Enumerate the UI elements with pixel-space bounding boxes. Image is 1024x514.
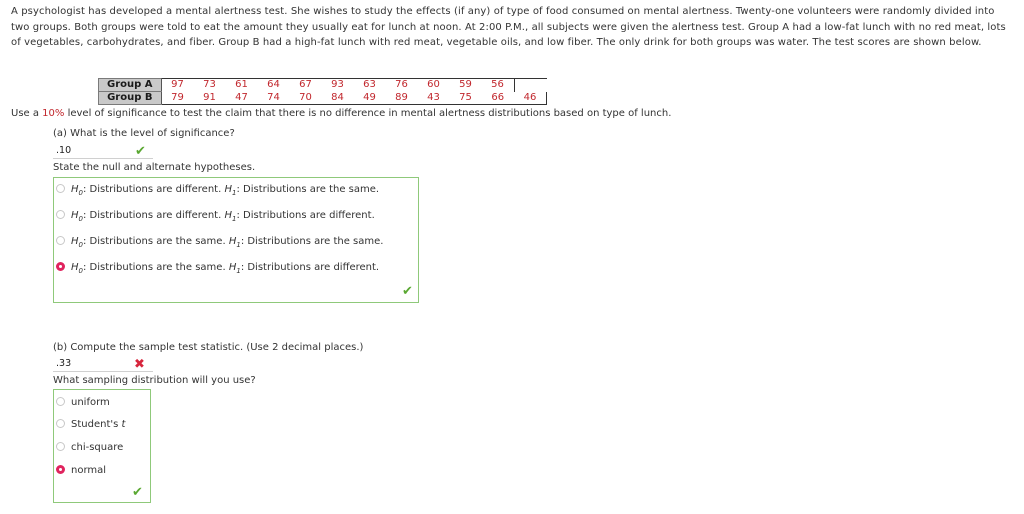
empty-cell	[514, 79, 547, 92]
radio-button[interactable]	[56, 419, 65, 428]
group-a-score: 56	[482, 79, 515, 92]
group-a-row	[99, 79, 547, 92]
hypothesis-option-2[interactable]	[56, 209, 375, 223]
radio-button[interactable]	[56, 236, 65, 245]
h1-symbol: H	[224, 210, 232, 221]
instruction-after: level of significance to test the claim that there is no difference in mental alertness distributions based on type of lunch.	[64, 108, 672, 119]
group-b-score: 46	[514, 92, 547, 105]
check-icon: ✔	[135, 144, 146, 159]
group-a-label: Group A	[99, 79, 162, 92]
radio-button[interactable]	[56, 397, 65, 406]
option-label: uniform	[71, 397, 110, 408]
group-a-score: 59	[450, 79, 482, 92]
group-a-score: 93	[322, 79, 354, 92]
h1-symbol: H	[228, 262, 237, 273]
group-b-score: 49	[354, 92, 386, 105]
group-b-score: 74	[258, 92, 290, 105]
h1-symbol: H	[224, 184, 232, 195]
h0-subscript: 0	[78, 241, 83, 249]
hypotheses-prompt: State the null and alternate hypotheses.	[53, 162, 256, 173]
group-b-score: 84	[322, 92, 354, 105]
distribution-options-box	[53, 389, 151, 503]
group-a-score: 73	[194, 79, 226, 92]
group-b-score: 70	[290, 92, 322, 105]
h0-text: : Distributions are the same.	[83, 262, 229, 273]
h0-subscript: 0	[78, 267, 83, 275]
option-label-italic: t	[121, 419, 126, 430]
option-label: chi-square	[71, 442, 124, 453]
instruction-before: Use a	[11, 108, 43, 119]
group-a-score: 61	[226, 79, 258, 92]
group-b-score: 43	[418, 92, 450, 105]
h1-subscript: 1	[232, 189, 237, 197]
group-a-score: 60	[418, 79, 450, 92]
h1-subscript: 1	[236, 267, 241, 275]
check-icon: ✔	[132, 485, 143, 500]
h0-text: : Distributions are the same.	[83, 236, 229, 247]
group-b-row	[99, 92, 547, 105]
h0-subscript: 0	[78, 215, 83, 223]
significance-answer-value: .10	[56, 145, 72, 156]
group-a-score: 76	[386, 79, 418, 92]
h0-symbol: H	[71, 184, 79, 195]
h1-text: : Distributions are different.	[240, 262, 380, 273]
hypotheses-options-box	[53, 177, 419, 303]
group-b-label: Group B	[99, 92, 162, 105]
radio-button-selected[interactable]	[56, 262, 65, 271]
x-icon: ✖	[134, 357, 145, 372]
distribution-option-students-t[interactable]	[56, 418, 125, 432]
hypothesis-option-1[interactable]	[56, 183, 379, 197]
h0-subscript: 0	[78, 189, 83, 197]
h0-text: : Distributions are different.	[83, 184, 225, 195]
significance-percent: 10%	[42, 108, 65, 119]
group-a-score: 97	[161, 79, 194, 92]
radio-button[interactable]	[56, 184, 65, 193]
distribution-option-uniform[interactable]	[56, 396, 110, 410]
part-b-question: (b) Compute the sample test statistic. (Use 2 decimal places.)	[53, 342, 364, 353]
option-label: Student's	[71, 419, 122, 430]
part-a-question: (a) What is the level of significance?	[53, 128, 235, 139]
option-label: normal	[71, 465, 107, 476]
scores-table	[98, 78, 547, 105]
check-icon: ✔	[402, 284, 413, 299]
group-a-score: 63	[354, 79, 386, 92]
problem-intro: A psychologist has developed a mental alertness test. She wishes to study the effects (if any) of type of food consumed on mental alertness. Twenty-one volunteers were randomly divided into two groups. Both groups were told to eat the amount they usually eat for lunch at noon. At 2:00 P.M., all subjects were given the alertness test. Group A had a low-fat lunch with no red meat, lots of vegetables, carbohydrates, and fiber. Group B had a high-fat lunch with red meat, vegetable oils, and low fiber. The only drink for both groups was water. The test scores are shown below.	[11, 6, 1006, 48]
test-statistic-answer-value: .33	[56, 358, 72, 369]
group-b-score: 79	[161, 92, 194, 105]
group-b-score: 91	[194, 92, 226, 105]
radio-button[interactable]	[56, 210, 65, 219]
h1-subscript: 1	[232, 215, 237, 223]
h0-symbol: H	[71, 262, 79, 273]
group-a-score: 64	[258, 79, 290, 92]
h1-symbol: H	[228, 236, 237, 247]
h0-text: : Distributions are different.	[83, 210, 225, 221]
h1-text: : Distributions are the same.	[236, 184, 380, 195]
h1-text: : Distributions are the same.	[240, 236, 384, 247]
h1-text: : Distributions are different.	[236, 210, 375, 221]
instruction	[11, 108, 671, 119]
group-b-score: 75	[450, 92, 482, 105]
distribution-option-chi-square[interactable]	[56, 441, 123, 455]
group-b-score: 89	[386, 92, 418, 105]
distribution-prompt: What sampling distribution will you use?	[53, 375, 256, 386]
group-b-score: 47	[226, 92, 258, 105]
h1-subscript: 1	[236, 241, 241, 249]
distribution-option-normal[interactable]	[56, 464, 106, 478]
hypothesis-option-4[interactable]	[56, 261, 379, 275]
hypothesis-option-3[interactable]	[56, 235, 383, 249]
group-b-score: 66	[482, 92, 515, 105]
radio-button-selected[interactable]	[56, 465, 65, 474]
h0-symbol: H	[71, 210, 79, 221]
group-a-score: 67	[290, 79, 322, 92]
radio-button[interactable]	[56, 442, 65, 451]
h0-symbol: H	[71, 236, 79, 247]
